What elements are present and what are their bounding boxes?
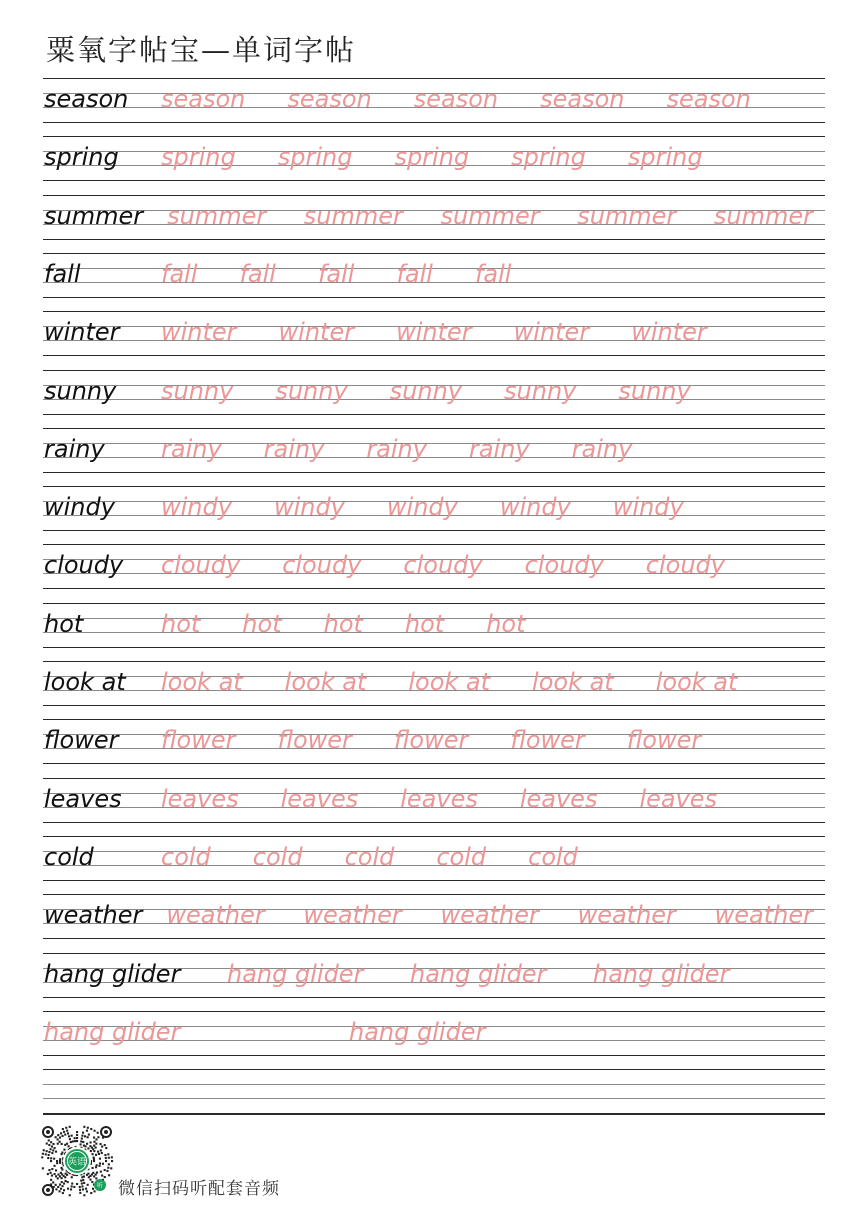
- trace-word: leaves: [280, 784, 359, 813]
- trace-word: flower: [510, 726, 585, 755]
- ruled-line: [43, 414, 825, 415]
- trace-word: fall: [239, 259, 276, 288]
- ruled-line: [43, 763, 825, 764]
- model-word: fall: [44, 259, 81, 288]
- ruled-line: [43, 953, 825, 954]
- trace-word: weather: [166, 901, 265, 930]
- ruled-line: [43, 297, 825, 298]
- trace-word: cold: [436, 842, 487, 871]
- trace-word: cold: [528, 842, 578, 871]
- qr-badge-label: 英语: [67, 1157, 87, 1168]
- ruled-line: [43, 909, 825, 910]
- ruled-line: [43, 588, 825, 589]
- trace-word: winter: [161, 318, 237, 347]
- trace-word: rainy: [263, 434, 325, 463]
- trace-word: cloudy: [403, 551, 483, 580]
- ruled-line: [43, 544, 825, 545]
- trace-word: hot: [486, 609, 526, 638]
- trace-word: spring: [277, 143, 353, 172]
- ruled-line: [43, 647, 825, 648]
- practice-row: [43, 78, 825, 136]
- trace-word: weather: [440, 901, 539, 930]
- trace-word: rainy: [571, 434, 633, 463]
- trace-word: weather: [577, 901, 676, 930]
- ruled-line: [43, 239, 825, 240]
- ruled-line: [43, 195, 825, 196]
- trace-word: fall: [161, 259, 198, 288]
- trace-word: leaves: [400, 784, 478, 813]
- ruled-line: [43, 311, 825, 312]
- trace-word: look at: [408, 668, 491, 696]
- model-word: season: [44, 85, 129, 113]
- trace-word: flower: [393, 726, 469, 755]
- model-word: look at: [44, 668, 126, 696]
- trace-word: season: [666, 85, 751, 113]
- trace-word: windy: [612, 493, 684, 522]
- scan-instruction: 微信扫码听配套音频: [118, 1179, 280, 1199]
- model-word: summer: [44, 201, 144, 230]
- trace-word: windy: [161, 493, 232, 522]
- ruled-line: [43, 1011, 825, 1012]
- trace-word: look at: [284, 668, 367, 696]
- trace-word: flower: [161, 726, 236, 755]
- ruled-line: [43, 180, 825, 181]
- trace-word: sunny: [161, 376, 234, 405]
- ruled-line: [43, 938, 825, 939]
- trace-word: weather: [714, 901, 813, 930]
- ruled-line: [43, 530, 825, 531]
- practice-row: [43, 544, 825, 602]
- trace-word: season: [413, 85, 499, 113]
- ruled-line: [43, 997, 825, 998]
- ruled-line: [43, 705, 825, 706]
- trace-word: windy: [273, 493, 345, 522]
- trace-word: cold: [252, 842, 303, 871]
- model-word: rainy: [44, 434, 105, 463]
- trace-word: sunny: [504, 376, 577, 405]
- ruled-line: [43, 880, 825, 881]
- trace-word: winter: [278, 318, 355, 347]
- ruled-line: [43, 78, 825, 79]
- ruled-line: [43, 122, 825, 123]
- trace-word: fall: [317, 259, 355, 288]
- trace-word: cold: [161, 842, 211, 871]
- practice-row: [43, 1069, 825, 1127]
- trace-word: spring: [511, 143, 586, 172]
- model-word: winter: [44, 318, 120, 347]
- trace-word: cloudy: [524, 551, 604, 580]
- trace-word: hot: [323, 609, 363, 638]
- ruled-line: [43, 603, 825, 604]
- trace-word: winter: [396, 318, 472, 347]
- practice-row: [43, 1011, 825, 1069]
- ruled-line: [43, 894, 825, 895]
- trace-word: hot: [404, 609, 445, 638]
- trace-word: leaves: [519, 784, 598, 813]
- trace-word: summer: [303, 201, 403, 230]
- practice-row: [43, 953, 825, 1011]
- practice-row: [43, 253, 825, 311]
- trace-word: winter: [631, 318, 707, 347]
- trace-word: hang glider: [227, 959, 364, 988]
- trace-word: season: [287, 85, 372, 113]
- trace-word: hang glider: [44, 1017, 181, 1046]
- ruled-line: [43, 472, 825, 473]
- trace-word: spring: [394, 143, 470, 172]
- practice-row: [43, 894, 825, 952]
- trace-word: hang glider: [349, 1017, 486, 1046]
- trace-word: summer: [713, 201, 813, 230]
- trace-word: windy: [386, 493, 458, 522]
- ruled-line: [43, 661, 825, 662]
- trace-word: spring: [627, 143, 703, 172]
- trace-word: cloudy: [645, 551, 725, 580]
- ruled-line: [43, 486, 825, 487]
- trace-word: summer: [167, 201, 267, 230]
- ruled-line: [43, 428, 825, 429]
- trace-word: hang glider: [593, 959, 730, 988]
- trace-word: leaves: [161, 784, 239, 813]
- trace-word: cold: [344, 842, 395, 871]
- ruled-line: [43, 1069, 825, 1070]
- qr-code-icon[interactable]: [40, 1124, 114, 1198]
- model-word: spring: [44, 143, 119, 172]
- qr-corner-label: 听: [96, 1182, 104, 1190]
- practice-row: [43, 661, 825, 719]
- practice-row: [43, 370, 825, 428]
- trace-word: look at: [532, 668, 614, 696]
- practice-row: [43, 136, 825, 194]
- trace-word: look at: [655, 668, 738, 696]
- model-word: cold: [44, 842, 94, 871]
- trace-word: leaves: [639, 784, 718, 813]
- trace-word: cloudy: [161, 551, 241, 580]
- practice-row: [43, 778, 825, 836]
- trace-word: spring: [161, 143, 236, 172]
- trace-word: season: [540, 85, 625, 113]
- trace-word: flower: [626, 726, 702, 755]
- trace-word: summer: [577, 201, 677, 230]
- trace-word: hot: [242, 609, 282, 638]
- practice-row: [43, 719, 825, 777]
- ruled-line: [43, 1084, 825, 1085]
- model-word: sunny: [44, 376, 117, 405]
- trace-word: season: [161, 85, 246, 113]
- model-word: hot: [44, 609, 84, 638]
- trace-word: fall: [474, 259, 512, 288]
- ruled-line: [43, 136, 825, 137]
- ruled-line: [43, 210, 825, 211]
- practice-row: [43, 195, 825, 253]
- trace-word: hang glider: [410, 959, 547, 988]
- trace-word: rainy: [468, 434, 530, 463]
- trace-word: rainy: [366, 434, 427, 463]
- ruled-line: [43, 1098, 825, 1099]
- ruled-line: [43, 1114, 825, 1115]
- trace-word: fall: [396, 259, 433, 288]
- trace-word: summer: [440, 201, 540, 230]
- ruled-line: [43, 923, 825, 924]
- ruled-line: [43, 836, 825, 837]
- trace-word: windy: [499, 493, 571, 522]
- practice-row: [43, 311, 825, 369]
- trace-word: hot: [161, 609, 201, 638]
- practice-row: [43, 486, 825, 544]
- model-word: windy: [44, 493, 115, 522]
- trace-word: weather: [303, 901, 402, 930]
- ruled-line: [43, 224, 825, 225]
- ruled-line: [43, 822, 825, 823]
- ruled-line: [43, 1055, 825, 1056]
- model-word: weather: [44, 901, 143, 930]
- ruled-line: [43, 719, 825, 720]
- trace-word: flower: [277, 726, 352, 755]
- model-word: cloudy: [44, 551, 124, 580]
- trace-word: cloudy: [282, 551, 362, 580]
- trace-word: look at: [161, 668, 243, 696]
- ruled-line: [43, 370, 825, 371]
- model-word: hang glider: [44, 959, 181, 988]
- practice-row: [43, 836, 825, 894]
- trace-word: sunny: [618, 376, 691, 405]
- trace-word: winter: [513, 318, 590, 347]
- page-title: 粟氧字帖宝—单词字帖: [46, 33, 357, 67]
- ruled-line: [43, 253, 825, 254]
- model-word: leaves: [44, 784, 122, 813]
- practice-row: [43, 428, 825, 486]
- practice-row: [43, 603, 825, 661]
- trace-word: sunny: [389, 376, 463, 405]
- ruled-line: [43, 778, 825, 779]
- model-word: flower: [44, 726, 119, 755]
- trace-word: sunny: [275, 376, 348, 405]
- trace-word: rainy: [161, 434, 222, 463]
- ruled-line: [43, 355, 825, 356]
